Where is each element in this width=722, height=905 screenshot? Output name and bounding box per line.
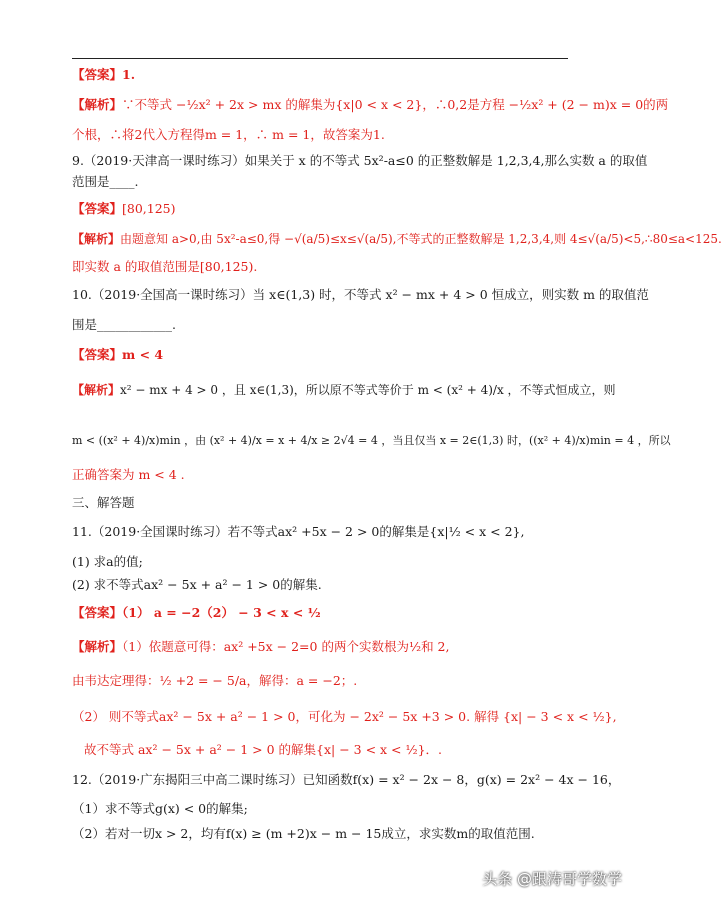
q9-stem-line2: 范围是____.	[72, 174, 139, 189]
answer-tag: 【答案】	[72, 605, 123, 620]
top-rule	[72, 58, 568, 59]
analysis-tag: 【解析】	[72, 639, 123, 654]
q12-stem: 12.（2019·广东揭阳三中高二课时练习）已知函数f(x) = x² − 2x − 8，g(x) = 2x² − 4x − 16，	[72, 772, 621, 787]
q10-analysis-line3: 正确答案为 m < 4 .	[72, 467, 185, 482]
analysis-tag: 【解析】	[72, 383, 121, 397]
analysis-tag: 【解析】	[72, 97, 123, 112]
q8-answer: 【答案】1.	[72, 67, 136, 82]
q11-analysis-line2: 由韦达定理得：½ +2 = − 5/a，解得：a = −2；.	[72, 673, 358, 688]
q12-sub2: （2）若对一切x > 2，均有f(x) ≥ (m +2)x − m − 15成立，求实数m的取值范围.	[72, 826, 535, 841]
watermark: 头条 @跟涛哥学数学	[482, 870, 622, 888]
q11-sub1: (1) 求a的值;	[72, 554, 143, 569]
q9-answer: 【答案】[80,125)	[72, 201, 176, 216]
answer-tag: 【答案】	[72, 67, 123, 82]
q11-answer: 【答案】（1） a = −2（2） − 3 < x < ½	[72, 605, 321, 620]
q11-sub2: (2) 求不等式ax² − 5x + a² − 1 > 0的解集.	[72, 577, 322, 592]
q11-analysis-line3: （2） 则不等式ax² − 5x + a² − 1 > 0，可化为 − 2x² − 5x +3 > 0. 解得 {x| − 3 < x < ½},	[72, 709, 617, 724]
section-heading: 三、解答题	[72, 495, 135, 510]
q12-sub1: （1）求不等式g(x) < 0的解集;	[72, 801, 248, 816]
q9-analysis-line1: 【解析】由题意知 a>0,由 5x²-a≤0,得 −√(a/5)≤x≤√(a/5),不等式的正整数解是 1,2,3,4,则 4≤√(a/5)<5,∴80≤a<125.	[72, 232, 722, 246]
q8-analysis-line1: 【解析】∵不等式 −½x² + 2x > mx 的解集为{x|0 < x < 2}，∴0,2是方程 −½x² + (2 − m)x = 0的两	[72, 97, 669, 112]
q10-stem-line2: 围是____________.	[72, 317, 176, 332]
answer-tag: 【答案】	[72, 201, 123, 216]
q8-analysis-line2: 个根，∴将2代入方程得m = 1，∴ m = 1，故答案为1.	[72, 127, 385, 142]
q10-analysis-line2: m < ((x² + 4)/x)min ，由 (x² + 4)/x = x + 4/x ≥ 2√4 = 4 ，当且仅当 x = 2∈(1,3) 时，((x² + 4)/x)min = 4 ，所以	[72, 434, 671, 447]
q9-stem-line1: 9.（2019·天津高一课时练习）如果关于 x 的不等式 5x²-a≤0 的正整数解是 1,2,3,4,那么实数 a 的取值	[72, 153, 648, 168]
q9-analysis-line2: 即实数 a 的取值范围是[80,125).	[72, 259, 258, 274]
q10-stem-line1: 10.（2019·全国高一课时练习）当 x∈(1,3) 时，不等式 x² − mx + 4 > 0 恒成立，则实数 m 的取值范	[72, 287, 649, 302]
q11-stem: 11.（2019·全国课时练习）若不等式ax² +5x − 2 > 0的解集是{x|½ < x < 2},	[72, 524, 525, 539]
answer-tag: 【答案】	[72, 347, 123, 362]
q10-answer: 【答案】m < 4	[72, 347, 164, 362]
q11-analysis-line4: 故不等式 ax² − 5x + a² − 1 > 0 的解集{x| − 3 < x < ½}．.	[84, 742, 443, 757]
q10-analysis-line1: 【解析】x² − mx + 4 > 0 ，且 x∈(1,3)，所以原不等式等价于 m < (x² + 4)/x ，不等式恒成立，则	[72, 383, 616, 397]
q11-analysis-line1: 【解析】（1）依题意可得：ax² +5x − 2=0 的两个实数根为½和 2,	[72, 639, 450, 654]
analysis-tag: 【解析】	[72, 232, 121, 246]
